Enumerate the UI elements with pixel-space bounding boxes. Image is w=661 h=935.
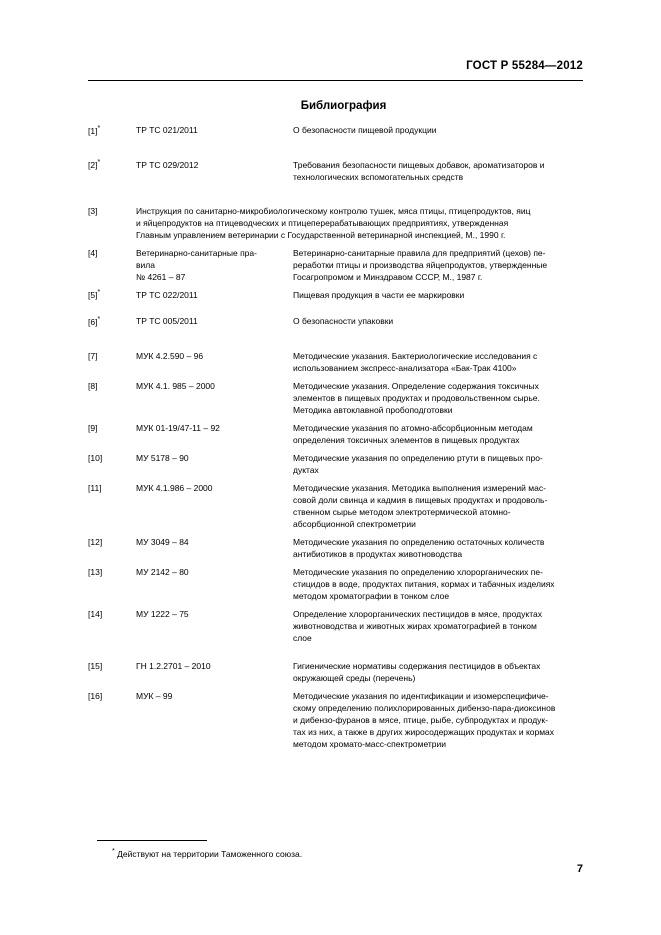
- entry-description-line: Госагропромом и Минздравом СССР, М., 1987 г.: [293, 271, 483, 282]
- entry-code: [136, 690, 293, 702]
- entry-code: [136, 422, 293, 434]
- bibliography-entry: [88, 452, 588, 476]
- entry-description-line: Методика автоклавной пробоподготовки: [293, 404, 453, 415]
- entry-code: [136, 452, 293, 464]
- entry-description: [293, 482, 588, 530]
- entry-description: [293, 289, 588, 301]
- entry-description-line: стицидов в воде, продуктах питания, кормах и табачных изделиях: [293, 578, 555, 589]
- entry-code-line: МУ 2142 – 80: [136, 566, 189, 577]
- entry-code-line: № 4261 – 87: [136, 271, 186, 282]
- entry-description-line: слое: [293, 632, 312, 643]
- bibliography-entry: [88, 566, 588, 602]
- page-header-standard-id: ГОСТ Р 55284—2012: [466, 60, 583, 72]
- entry-number: [8]: [88, 381, 98, 391]
- entry-code-line: ТР ТС 029/2012: [136, 159, 199, 170]
- entry-code: [136, 536, 293, 548]
- entry-code-line: МУК – 99: [136, 690, 173, 701]
- entry-number: [2]*: [88, 159, 101, 170]
- entry-description-line: абсорбционной спектрометрии: [293, 518, 416, 529]
- entry-description-line: Пищевая продукция в части ее маркировки: [293, 289, 465, 300]
- entry-description-line: окружающей среды (перечень): [293, 672, 416, 683]
- entry-code-line: ТР ТС 005/2011: [136, 316, 198, 326]
- bibliography-entry: [88, 422, 588, 446]
- entry-description-line: совой доли свинца и кадмия в пищевых продуктах и продоволь-: [293, 494, 548, 505]
- entry-number: [6]*: [88, 315, 101, 327]
- entry-description: [293, 124, 588, 136]
- entry-description-line: Методические указания по определению хлорорганических пе-: [293, 566, 543, 577]
- entry-code-line: вила: [136, 259, 155, 270]
- entry-description-line: животноводства и животных жирах хроматографией в тонком: [293, 620, 537, 631]
- entry-description: [293, 566, 588, 602]
- entry-code: [136, 660, 293, 672]
- entry-description-line: технологических вспомогательных средств: [293, 171, 464, 182]
- entry-description: [293, 159, 588, 183]
- entry-number: [9]: [88, 423, 98, 433]
- entry-code: [136, 380, 293, 392]
- entry-code-line: ТР ТС 021/2011: [136, 125, 198, 135]
- entry-description-line: Ветеринарно-санитарные правила для предприятий (цехов) пе-: [293, 247, 546, 258]
- entry-text-line: Инструкция по санитарно-микробиологическому контролю тушек, мяса птицы, птицепродуктов, яиц: [136, 205, 531, 216]
- entry-number: [7]: [88, 351, 98, 361]
- entry-number: [1]*: [88, 124, 101, 136]
- footnote-divider: [97, 840, 207, 841]
- entry-number: [11]: [88, 483, 102, 493]
- bibliography-entry: [88, 350, 588, 374]
- entry-description-line: О безопасности пищевой продукции: [293, 125, 437, 135]
- entry-number: [14]: [88, 609, 103, 619]
- entry-code-line: Ветеринарно-санитарные пра-: [136, 247, 257, 258]
- entry-description-line: Методические указания. Бактериологические исследования с: [293, 350, 538, 361]
- entry-number: [5]*: [88, 289, 101, 300]
- entry-description: [293, 536, 588, 560]
- entry-description-line: Гигиенические нормативы содержания пестицидов в объектах: [293, 660, 541, 671]
- entry-description-line: Методические указания. Определение содержания токсичных: [293, 380, 539, 391]
- entry-code: [136, 350, 293, 362]
- entry-text: [136, 205, 588, 241]
- entry-number: [13]: [88, 567, 103, 577]
- entry-code-line: МУ 5178 – 90: [136, 452, 189, 463]
- entry-description-line: Методические указания. Методика выполнения измерений мас-: [293, 482, 546, 493]
- entry-description-line: тах из них, а также в других жиросодержащих продуктах и кормах: [293, 726, 555, 737]
- entry-description-line: определения токсичных элементов в пищевых продуктах: [293, 434, 520, 445]
- bibliography-entry: [88, 205, 588, 241]
- entry-code: [136, 482, 293, 494]
- entry-code: [136, 247, 293, 283]
- entry-number: [12]: [88, 537, 103, 547]
- entry-footnote-marker: *: [97, 315, 101, 323]
- entry-description-line: методом хромато-масс-спектрометрии: [293, 738, 447, 749]
- entry-description-line: Методические указания по идентификации и изомерспецифиче-: [293, 690, 549, 701]
- header-divider: [88, 80, 583, 81]
- entry-code: [136, 566, 293, 578]
- bibliography-entry: [88, 124, 588, 137]
- entry-footnote-marker: *: [97, 289, 101, 297]
- entry-description-line: элементов в пищевых продуктах и продовольственном сырье.: [293, 392, 540, 403]
- footnote: [112, 848, 302, 860]
- entry-description-line: О безопасности упаковки: [293, 316, 394, 326]
- entry-code-line: МУК 4.1.986 – 2000: [136, 482, 213, 493]
- entry-code: [136, 315, 293, 327]
- entry-description-line: Методические указания по определению остаточных количеств: [293, 536, 545, 547]
- entry-number: [15]: [88, 661, 103, 671]
- entry-description-line: антибиотиков в продуктах животноводства: [293, 548, 463, 559]
- entry-number: [4]: [88, 248, 98, 258]
- bibliography-entry: [88, 159, 588, 183]
- bibliography-entry: [88, 315, 588, 328]
- entry-code: [136, 159, 293, 171]
- entry-description-line: Определение хлорорганических пестицидов в мясе, продуктах: [293, 608, 542, 619]
- entry-description-line: методом хроматографии в тонком слое: [293, 590, 450, 601]
- entry-code-line: ГН 1.2.2701 – 2010: [136, 660, 211, 671]
- entry-description-line: скому определению полихлорированных дибензо-пара-диоксинов: [293, 702, 556, 713]
- page-number: 7: [576, 863, 583, 875]
- entry-description: [293, 608, 588, 644]
- bibliography-entry: [88, 247, 588, 283]
- entry-description-line: Методические указания по атомно-абсорбционным методам: [293, 422, 533, 433]
- entry-description: [293, 350, 588, 374]
- entry-description: [293, 660, 588, 684]
- entry-description: [293, 690, 588, 750]
- bibliography-entry: [88, 660, 588, 684]
- entry-description: [293, 452, 588, 476]
- entry-text-line: Главным управлением ветеринарии с Государственной ветеринарной инспекцией, М., 1990 г.: [136, 229, 506, 240]
- entry-footnote-marker: *: [97, 124, 101, 132]
- entry-code: [136, 608, 293, 620]
- bibliography-entry: [88, 289, 588, 302]
- entry-description: [293, 380, 588, 416]
- entry-description-line: Методические указания по определению ртути в пищевых про-: [293, 452, 543, 463]
- bibliography-entry: [88, 536, 588, 560]
- entry-number: [16]: [88, 691, 103, 701]
- entry-code: [136, 124, 293, 136]
- footnote-marker: *: [112, 848, 115, 856]
- entry-code-line: ТР ТС 022/2011: [136, 289, 198, 300]
- entry-code-line: МУ 1222 – 75: [136, 608, 189, 619]
- footnote-text: Действуют на территории Таможенного союза.: [117, 849, 303, 859]
- bibliography-entry: [88, 380, 588, 416]
- bibliography-entry: [88, 482, 588, 530]
- entry-description: [293, 315, 588, 327]
- entry-number: [10]: [88, 453, 103, 463]
- entry-code-line: МУК 4.2.590 – 96: [136, 350, 204, 361]
- entry-description: [293, 247, 588, 283]
- entry-description-line: реработки птицы и производства яйцепродуктов, утвержденные: [293, 259, 548, 270]
- entry-code-line: МУ 3049 – 84: [136, 536, 189, 547]
- bibliography-list: [88, 124, 588, 756]
- entry-description-line: и дибензо-фуранов в мясе, птице, рыбе, субпродуктах и продук-: [293, 714, 548, 725]
- entry-description: [293, 422, 588, 446]
- entry-footnote-marker: *: [97, 159, 101, 167]
- bibliography-entry: [88, 690, 588, 750]
- entry-code: [136, 289, 293, 301]
- entry-number: [3]: [88, 206, 98, 216]
- entry-code-line: МУК 01-19/47-11 – 92: [136, 422, 220, 433]
- bibliography-entry: [88, 608, 588, 644]
- entry-description-line: ственном сырье методом электротермической атомно-: [293, 506, 511, 517]
- entry-description-line: Требования безопасности пищевых добавок, ароматизаторов и: [293, 159, 545, 170]
- entry-description-line: использованием экспресс-анализатора «Бак-Трак 4100»: [293, 362, 517, 373]
- page-title: Библиография: [300, 100, 387, 112]
- entry-text-line: и яйцепродуктов на птицеводческих и птицеперерабатывающих предприятиях, утвержденная: [136, 217, 509, 228]
- entry-code-line: МУК 4.1. 985 – 2000: [136, 380, 215, 391]
- entry-description-line: дуктах: [293, 464, 319, 475]
